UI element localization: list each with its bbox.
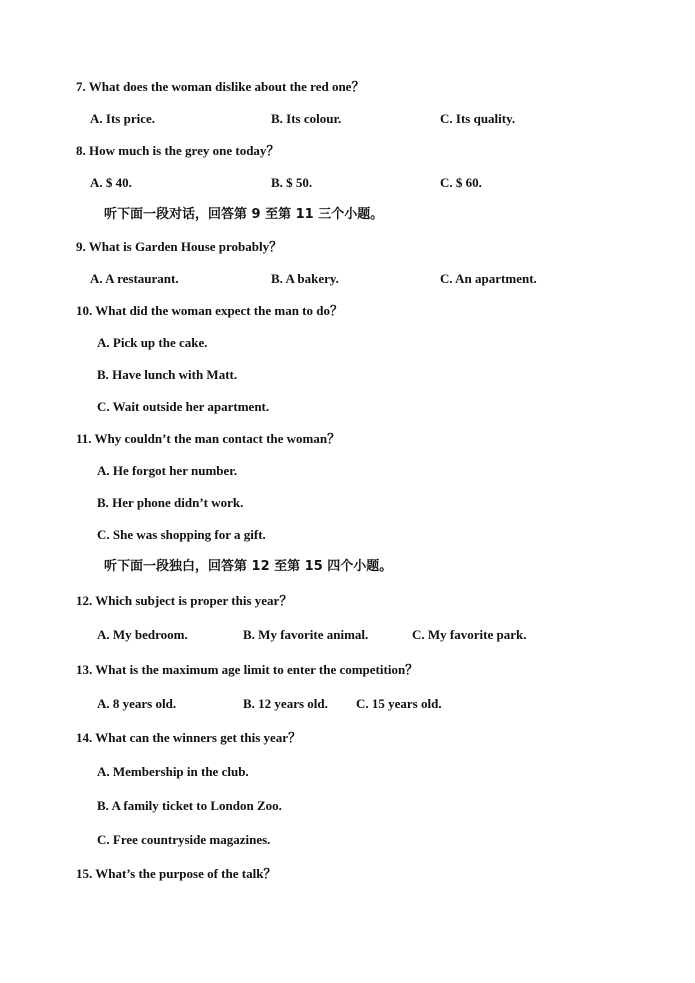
- question-9-option-c: C. An apartment.: [440, 271, 537, 286]
- question-8-option-b: B. $ 50.: [271, 175, 313, 190]
- question-11-option-c: C. She was shopping for a gift.: [97, 527, 266, 542]
- question-7-option-a: A. Its price.: [90, 111, 155, 126]
- question-13-stem: 13. What is the maximum age limit to enter the competition？: [76, 662, 419, 677]
- question-15-stem: 15. What’s the purpose of the talk？: [76, 866, 277, 881]
- section-instruction-1: 听下面一段对话，回答第 9 至第 11 三个小题。: [104, 207, 384, 222]
- question-12-option-a: A. My bedroom.: [97, 627, 188, 642]
- question-13-option-b: B. 12 years old.: [243, 696, 328, 711]
- question-8-option-a: A. $ 40.: [90, 175, 132, 190]
- question-14-stem: 14. What can the winners get this year？: [76, 730, 302, 745]
- question-7-stem: 7. What does the woman dislike about the red one？: [76, 79, 365, 94]
- question-12-stem: 12. Which subject is proper this year？: [76, 593, 293, 608]
- question-7-option-b: B. Its colour.: [271, 111, 342, 126]
- question-7-option-c: C. Its quality.: [440, 111, 516, 126]
- question-11-option-b: B. Her phone didn’t work.: [97, 495, 244, 510]
- question-11-stem: 11. Why couldn’t the man contact the woman？: [76, 431, 341, 446]
- question-8-stem: 8. How much is the grey one today？: [76, 143, 280, 158]
- question-9-option-a: A. A restaurant.: [90, 271, 179, 286]
- question-11-option-a: A. He forgot her number.: [97, 463, 238, 478]
- question-12-option-b: B. My favorite animal.: [243, 627, 369, 642]
- question-9-option-b: B. A bakery.: [271, 271, 339, 286]
- question-10-option-c: C. Wait outside her apartment.: [97, 399, 270, 414]
- section-instruction-2: 听下面一段独白，回答第 12 至第 15 四个小题。: [104, 559, 393, 574]
- question-10-option-b: B. Have lunch with Matt.: [97, 367, 238, 382]
- question-14-option-a: A. Membership in the club.: [97, 764, 249, 779]
- question-9-stem: 9. What is Garden House probably？: [76, 239, 283, 254]
- question-12-option-c: C. My favorite park.: [412, 627, 527, 642]
- question-14-option-c: C. Free countryside magazines.: [97, 832, 271, 847]
- question-14-option-b: B. A family ticket to London Zoo.: [97, 798, 282, 813]
- question-10-stem: 10. What did the woman expect the man to do？: [76, 303, 343, 318]
- question-8-option-c: C. $ 60.: [440, 175, 482, 190]
- question-13-option-c: C. 15 years old.: [356, 696, 442, 711]
- question-10-option-a: A. Pick up the cake.: [97, 335, 208, 350]
- question-13-option-a: A. 8 years old.: [97, 696, 177, 711]
